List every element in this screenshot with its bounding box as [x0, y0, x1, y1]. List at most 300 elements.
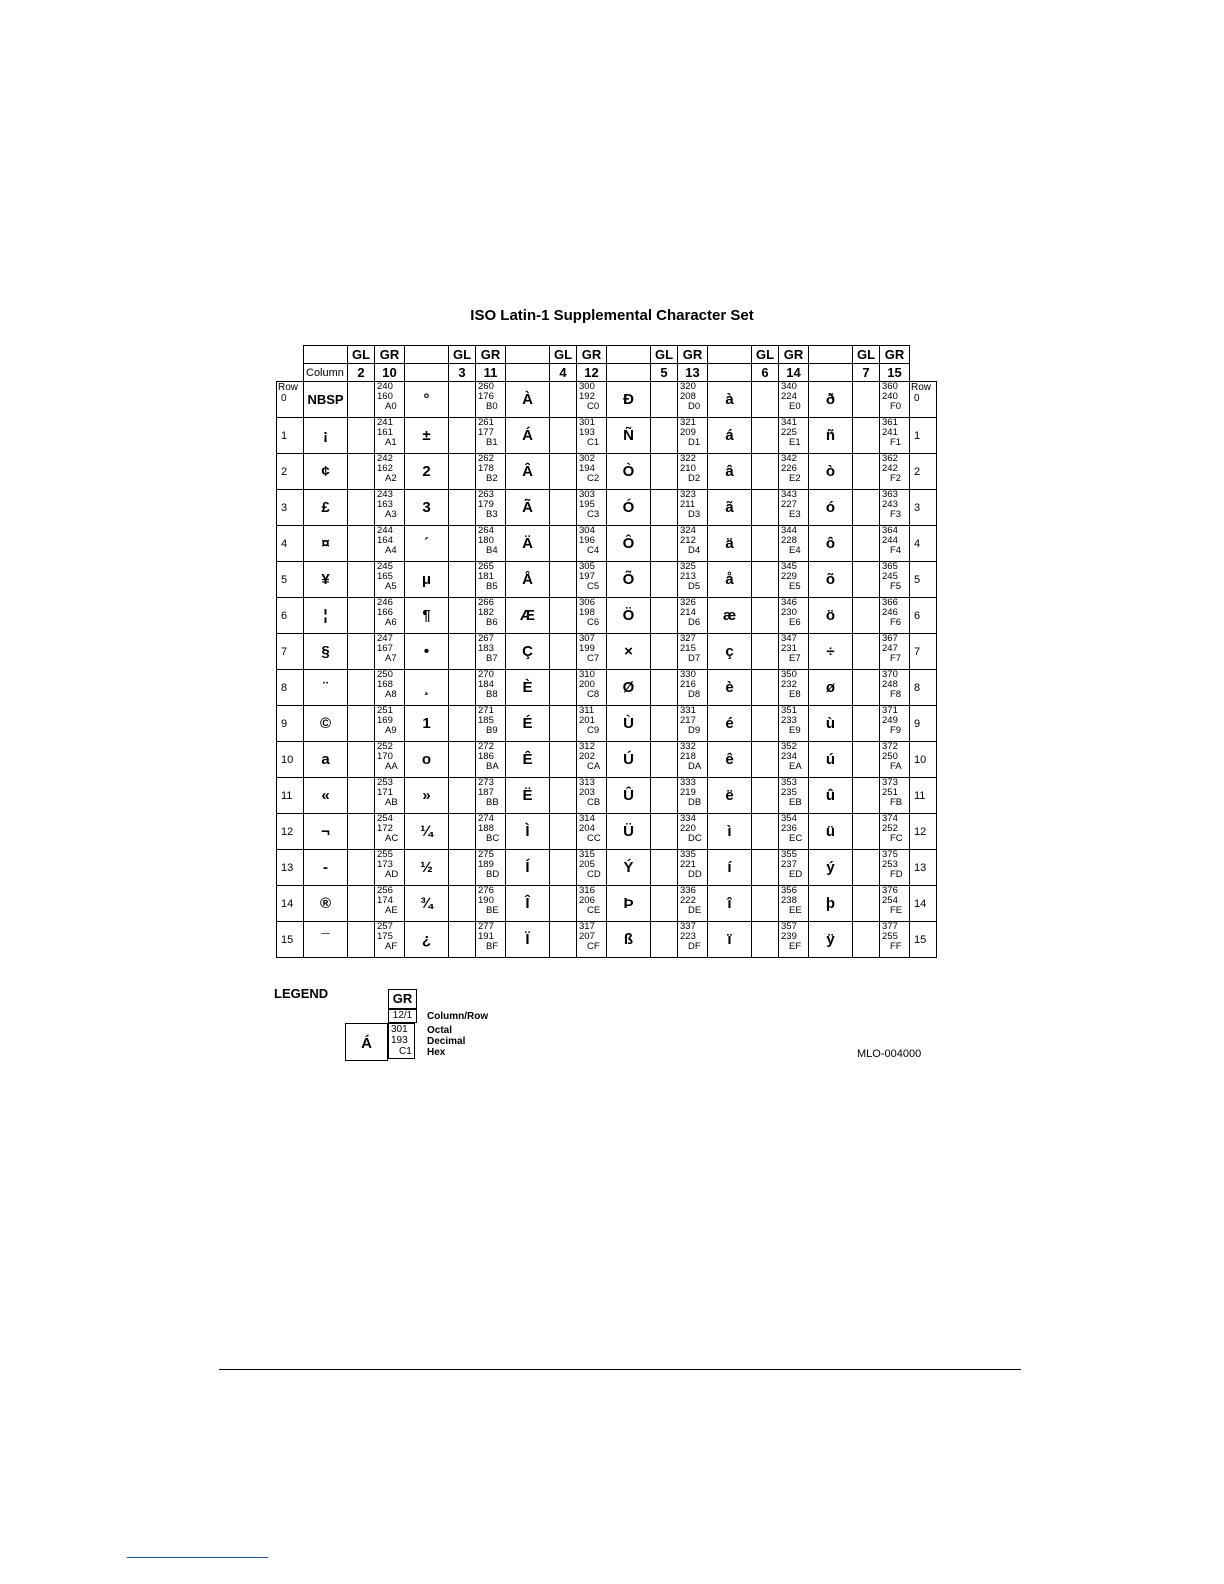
octal-code: 321 [680, 417, 696, 428]
octal-code: 346 [781, 597, 797, 608]
row-number-right: 6 [910, 598, 937, 634]
hex-code: C4 [587, 545, 600, 556]
octal-code: 252 [377, 741, 393, 752]
hex-code: E4 [789, 545, 801, 556]
hex-code: DB [688, 797, 702, 808]
column-gl-number: 4 [550, 364, 577, 382]
column-gl-number: 3 [449, 364, 476, 382]
decimal-code: 235 [781, 787, 797, 798]
table-row [277, 670, 937, 706]
table-row [277, 454, 937, 490]
decimal-code: 246 [882, 607, 898, 618]
row-number-right: 7 [910, 634, 937, 670]
decimal-code: 253 [882, 859, 898, 870]
decimal-code: 212 [680, 535, 696, 546]
decimal-code: 230 [781, 607, 797, 618]
character-glyph: Á [506, 418, 550, 454]
gl-blank-cell [449, 850, 476, 886]
hex-code: F2 [890, 473, 902, 484]
character-codes [779, 526, 809, 562]
hex-code: F9 [890, 725, 902, 736]
hex-code: D7 [688, 653, 701, 664]
decimal-code: 191 [478, 931, 494, 942]
octal-code: 341 [781, 417, 797, 428]
character-codes [880, 670, 910, 706]
character-codes [577, 922, 607, 958]
gl-blank-cell [651, 634, 678, 670]
decimal-code: 216 [680, 679, 696, 690]
decimal-code: 209 [680, 427, 696, 438]
figure-id: MLO-004000 [857, 1048, 922, 1060]
octal-code: 333 [680, 777, 696, 788]
decimal-code: 213 [680, 571, 696, 582]
character-codes [880, 922, 910, 958]
decimal-code: 239 [781, 931, 797, 942]
character-codes [577, 562, 607, 598]
hex-code: FB [890, 797, 903, 808]
gl-blank-cell [449, 382, 476, 418]
column-gl-number: 5 [651, 364, 678, 382]
character-glyph: © [304, 706, 348, 742]
legend-codes-box [388, 1023, 415, 1059]
hex-code: B6 [486, 617, 498, 628]
column-gr-number: 14 [779, 364, 809, 382]
row-number-right: 9 [910, 706, 937, 742]
octal-code: 347 [781, 633, 797, 644]
octal-code: 367 [882, 633, 898, 644]
character-codes [779, 814, 809, 850]
decimal-code: 205 [579, 859, 595, 870]
octal-code: 326 [680, 597, 696, 608]
character-codes [678, 382, 708, 418]
hex-code: F1 [890, 437, 902, 448]
character-codes [880, 418, 910, 454]
character-glyph: Å [506, 562, 550, 598]
octal-code: 240 [377, 381, 393, 392]
decimal-code: 242 [882, 463, 898, 474]
hex-code: DE [688, 905, 702, 916]
hex-code: A2 [385, 473, 397, 484]
character-glyph: É [506, 706, 550, 742]
row-number: 5 [277, 562, 304, 598]
character-table-wrapper [276, 345, 937, 958]
character-codes [779, 886, 809, 922]
row-number-right: 4 [910, 526, 937, 562]
character-codes [375, 742, 405, 778]
gl-blank-cell [348, 382, 375, 418]
gl-blank-cell [348, 562, 375, 598]
decimal-code: 249 [882, 715, 898, 726]
decimal-code: 202 [579, 751, 595, 762]
character-glyph: ° [405, 382, 449, 418]
octal-code: 241 [377, 417, 393, 428]
column-gl-number: 2 [348, 364, 375, 382]
character-codes [375, 886, 405, 922]
octal-code: 351 [781, 705, 797, 716]
gl-blank-cell [853, 526, 880, 562]
legend-colrow-label: Column/Row [427, 1011, 489, 1022]
row-number: 14 [277, 886, 304, 922]
character-codes [375, 706, 405, 742]
octal-code: 256 [377, 885, 393, 896]
hex-code: CF [587, 941, 600, 952]
decimal-code: 206 [579, 895, 595, 906]
column-gr-number: 12 [577, 364, 607, 382]
character-codes [375, 850, 405, 886]
character-glyph: ý [809, 850, 853, 886]
decimal-code: 201 [579, 715, 595, 726]
character-codes [678, 886, 708, 922]
hex-code: F3 [890, 509, 902, 520]
gl-blank-cell [853, 850, 880, 886]
octal-code: 332 [680, 741, 696, 752]
decimal-code: 173 [377, 859, 393, 870]
character-glyph: ó [809, 490, 853, 526]
row-number-right: 13 [910, 850, 937, 886]
gl-blank-cell [449, 706, 476, 742]
hex-code: BB [486, 797, 499, 808]
character-codes [476, 922, 506, 958]
decimal-code: 222 [680, 895, 696, 906]
gl-blank-cell [853, 742, 880, 778]
character-codes [375, 418, 405, 454]
row-number-right: 11 [910, 778, 937, 814]
octal-code: 330 [680, 669, 696, 680]
octal-code: 307 [579, 633, 595, 644]
hex-code: B7 [486, 653, 498, 664]
decimal-code: 252 [882, 823, 898, 834]
header-blank [405, 346, 449, 364]
column-gl-number: 7 [853, 364, 880, 382]
gl-blank-cell [853, 778, 880, 814]
hex-code: BA [486, 761, 499, 772]
gl-blank-cell [651, 490, 678, 526]
character-codes [678, 670, 708, 706]
table-row [277, 490, 937, 526]
gl-blank-cell [853, 454, 880, 490]
character-glyph: Õ [607, 562, 651, 598]
gl-blank-cell [550, 454, 577, 490]
character-codes [375, 598, 405, 634]
decimal-code: 241 [882, 427, 898, 438]
gl-blank-cell [550, 850, 577, 886]
gl-blank-cell [449, 454, 476, 490]
character-codes [375, 490, 405, 526]
hex-code: C5 [587, 581, 600, 592]
row-number-right: 1 [910, 418, 937, 454]
hex-code: C1 [587, 437, 600, 448]
decimal-code: 225 [781, 427, 797, 438]
hex-code: E7 [789, 653, 801, 664]
gl-blank-cell [853, 634, 880, 670]
hex-code: D2 [688, 473, 701, 484]
decimal-code: 161 [377, 427, 393, 438]
octal-code: 262 [478, 453, 494, 464]
hex-code: F5 [890, 581, 902, 592]
decimal-code: 208 [680, 391, 696, 402]
octal-code: 345 [781, 561, 797, 572]
character-glyph: Ä [506, 526, 550, 562]
decimal-code: 204 [579, 823, 595, 834]
character-codes [476, 598, 506, 634]
character-glyph: ë [708, 778, 752, 814]
character-codes [678, 526, 708, 562]
octal-code: 376 [882, 885, 898, 896]
decimal-code: 199 [579, 643, 595, 654]
header-blank [708, 364, 752, 382]
character-glyph: à [708, 382, 752, 418]
gl-blank-cell [348, 526, 375, 562]
character-codes [779, 670, 809, 706]
decimal-code: 203 [579, 787, 595, 798]
octal-code: 274 [478, 813, 494, 824]
hex-code: B5 [486, 581, 498, 592]
octal-code: 305 [579, 561, 595, 572]
character-codes [779, 922, 809, 958]
octal-code: 371 [882, 705, 898, 716]
hex-code: EA [789, 761, 802, 772]
gl-blank-cell [550, 706, 577, 742]
character-glyph: ñ [809, 418, 853, 454]
gl-blank-cell [752, 778, 779, 814]
legend-colrow-box [388, 1009, 417, 1023]
row-label: Row [278, 382, 299, 393]
header-blank [809, 364, 853, 382]
hex-code: A5 [385, 581, 397, 592]
corner-blank [910, 346, 937, 364]
hex-code: FA [890, 761, 902, 772]
character-glyph: ú [809, 742, 853, 778]
gl-blank-cell [550, 598, 577, 634]
octal-code: 361 [882, 417, 898, 428]
octal-code: 245 [377, 561, 393, 572]
character-glyph: þ [809, 886, 853, 922]
hex-code: D4 [688, 545, 701, 556]
corner-blank [277, 346, 304, 364]
gl-blank-cell [550, 742, 577, 778]
hex-code: C0 [587, 401, 600, 412]
octal-code: 331 [680, 705, 696, 716]
gl-blank-cell [348, 418, 375, 454]
gl-blank-cell [752, 418, 779, 454]
table-row [277, 382, 937, 418]
octal-code: 257 [377, 921, 393, 932]
row-number-right: 15 [910, 922, 937, 958]
hex-code: FC [890, 833, 903, 844]
character-codes [678, 850, 708, 886]
decimal-code: 166 [377, 607, 393, 618]
character-glyph: ¢ [304, 454, 348, 490]
row-number-right: 3 [910, 490, 937, 526]
decimal-code: 186 [478, 751, 494, 762]
gl-blank-cell [550, 778, 577, 814]
octal-code: 327 [680, 633, 696, 644]
decimal-code: 220 [680, 823, 696, 834]
decimal-code: 211 [680, 499, 696, 510]
character-codes [779, 418, 809, 454]
character-codes [476, 742, 506, 778]
character-glyph: ¦ [304, 598, 348, 634]
decimal-code: 243 [882, 499, 898, 510]
character-glyph: ò [809, 454, 853, 490]
header-blank [809, 346, 853, 364]
character-codes [476, 526, 506, 562]
character-glyph: â [708, 454, 752, 490]
character-codes [375, 562, 405, 598]
hex-code: D6 [688, 617, 701, 628]
table-row [277, 814, 937, 850]
character-glyph: § [304, 634, 348, 670]
octal-code: 342 [781, 453, 797, 464]
gl-blank-cell [853, 814, 880, 850]
decimal-code: 219 [680, 787, 696, 798]
character-codes [577, 850, 607, 886]
chart-title: ISO Latin-1 Supplemental Character Set [470, 307, 754, 324]
decimal-code: 164 [377, 535, 393, 546]
character-codes [577, 454, 607, 490]
row-number: 12 [277, 814, 304, 850]
decimal-code: 184 [478, 679, 494, 690]
row-number: 0 [281, 393, 287, 404]
decimal-code: 250 [882, 751, 898, 762]
character-glyph: ® [304, 886, 348, 922]
row-number: 8 [277, 670, 304, 706]
header-gl-label: GL [853, 346, 880, 364]
row-number: 9 [277, 706, 304, 742]
hex-code: E3 [789, 509, 801, 520]
hex-code: E2 [789, 473, 801, 484]
character-codes [577, 778, 607, 814]
gl-blank-cell [449, 418, 476, 454]
character-codes [577, 490, 607, 526]
gl-blank-cell [348, 706, 375, 742]
hex-code: C2 [587, 473, 600, 484]
octal-code: 310 [579, 669, 595, 680]
gl-blank-cell [348, 490, 375, 526]
column-gl-number: 6 [752, 364, 779, 382]
hex-code: BC [486, 833, 500, 844]
gl-blank-cell [348, 670, 375, 706]
gl-blank-cell [348, 886, 375, 922]
footer-link-underline [127, 1557, 268, 1558]
character-codes [577, 670, 607, 706]
gl-blank-cell [651, 598, 678, 634]
decimal-code: 198 [579, 607, 595, 618]
octal-code: 334 [680, 813, 696, 824]
octal-code: 264 [478, 525, 494, 536]
legend-glyph: Á [361, 1035, 372, 1052]
gl-blank-cell [550, 418, 577, 454]
octal-code: 352 [781, 741, 797, 752]
hex-code: A7 [385, 653, 397, 664]
character-glyph: ¯ [304, 922, 348, 958]
hex-code: AF [385, 941, 398, 952]
octal-code: 270 [478, 669, 494, 680]
octal-code: 263 [478, 489, 494, 500]
table-row [277, 886, 937, 922]
column-gr-number: 11 [476, 364, 506, 382]
character-glyph: ö [809, 598, 853, 634]
decimal-code: 254 [882, 895, 898, 906]
octal-code: 316 [579, 885, 595, 896]
character-codes [779, 562, 809, 598]
octal-code: 343 [781, 489, 797, 500]
header-blank [607, 364, 651, 382]
hex-code: C9 [587, 725, 600, 736]
character-glyph: å [708, 562, 752, 598]
gl-blank-cell [348, 814, 375, 850]
gl-blank-cell [853, 490, 880, 526]
header-gl-label: GL [449, 346, 476, 364]
gl-blank-cell [651, 382, 678, 418]
character-codes [476, 886, 506, 922]
decimal-code: 229 [781, 571, 797, 582]
character-glyph: é [708, 706, 752, 742]
octal-code: 325 [680, 561, 696, 572]
octal-code: 344 [781, 525, 797, 536]
header-gr-label: GR [476, 346, 506, 364]
gl-blank-cell [651, 670, 678, 706]
character-glyph: ß [607, 922, 651, 958]
octal-code: 251 [377, 705, 393, 716]
gl-blank-cell [449, 814, 476, 850]
decimal-code: 168 [377, 679, 393, 690]
character-codes [779, 634, 809, 670]
decimal-code: 190 [478, 895, 494, 906]
hex-code: AC [385, 833, 399, 844]
row-label-cell-right [910, 382, 937, 418]
hex-code: DA [688, 761, 702, 772]
character-glyph: ± [405, 418, 449, 454]
decimal-code: 221 [680, 859, 696, 870]
character-codes [375, 526, 405, 562]
octal-code: 374 [882, 813, 898, 824]
gl-blank-cell [752, 562, 779, 598]
decimal-code: 195 [579, 499, 595, 510]
gl-blank-cell [752, 706, 779, 742]
octal-code: 355 [781, 849, 797, 860]
character-glyph: ¤ [304, 526, 348, 562]
character-codes [375, 778, 405, 814]
hex-code: F6 [890, 617, 902, 628]
character-glyph: ¼ [405, 814, 449, 850]
footer-rule [219, 1369, 1021, 1370]
octal-code: 312 [579, 741, 595, 752]
hex-code: B2 [486, 473, 498, 484]
character-codes [476, 706, 506, 742]
decimal-code: 226 [781, 463, 797, 474]
hex-code: F7 [890, 653, 902, 664]
gl-blank-cell [651, 526, 678, 562]
hex-code: B0 [486, 401, 498, 412]
character-table [276, 345, 937, 958]
octal-code: 365 [882, 561, 898, 572]
hex-code: D5 [688, 581, 701, 592]
character-codes [476, 634, 506, 670]
decimal-code: 207 [579, 931, 595, 942]
character-glyph: Đ [607, 382, 651, 418]
character-codes [880, 382, 910, 418]
hex-code: AB [385, 797, 398, 808]
gl-blank-cell [550, 634, 577, 670]
row-number-right: 8 [910, 670, 937, 706]
octal-code: 317 [579, 921, 595, 932]
decimal-code: 169 [377, 715, 393, 726]
hex-code: D9 [688, 725, 701, 736]
octal-code: 362 [882, 453, 898, 464]
character-glyph: û [809, 778, 853, 814]
character-glyph: î [708, 886, 752, 922]
